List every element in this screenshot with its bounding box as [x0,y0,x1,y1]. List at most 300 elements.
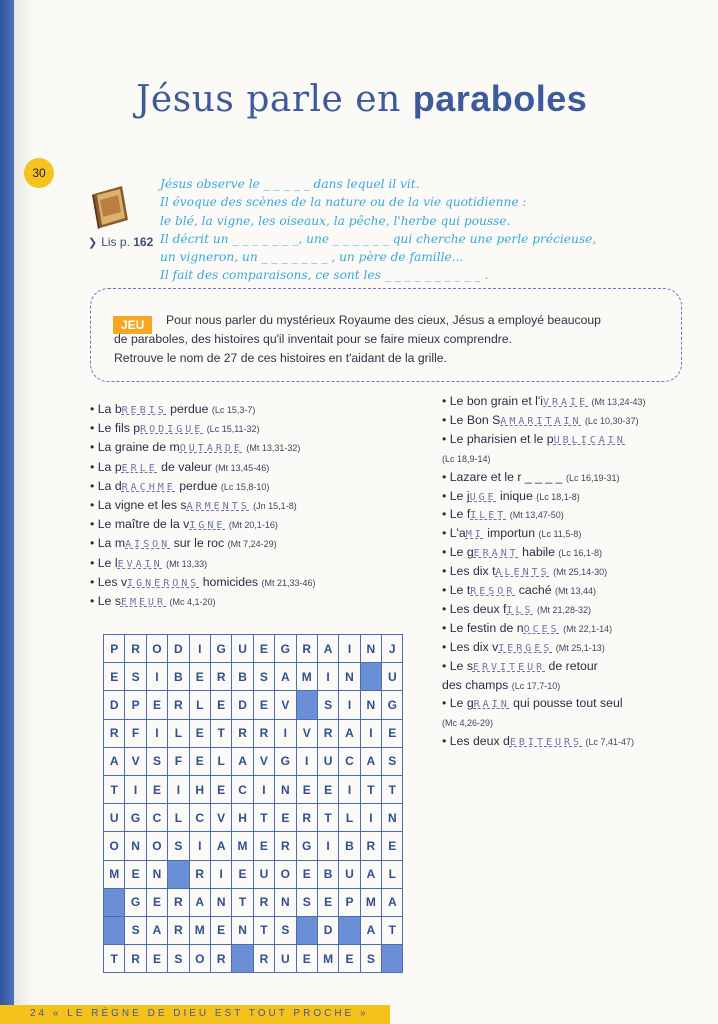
grid-cell[interactable]: D [168,635,189,663]
item-ans[interactable]: ALENTS [495,567,550,579]
grid-cell-filled[interactable] [339,916,360,944]
grid-cell[interactable]: P [125,691,146,719]
jeu-line: Pour nous parler du mystérieux Royaume des cieux, Jésus a employé beaucoup [166,313,601,327]
grid-cell[interactable]: S [253,663,274,691]
grid-cell[interactable]: G [275,747,296,775]
grid-cell[interactable]: T [253,804,274,832]
grid-cell[interactable]: N [232,916,253,944]
grid-cell[interactable]: S [296,888,317,916]
grid-cell[interactable]: M [189,916,210,944]
item-ans[interactable]: RAIN [473,699,510,711]
grid-cell[interactable]: O [275,860,296,888]
grid-cell[interactable]: A [360,747,381,775]
grid-cell[interactable]: A [104,747,125,775]
parable-item [90,556,207,570]
parable-item [442,640,605,654]
item-ans[interactable]: ARMENTS [186,501,250,512]
grid-cell[interactable]: C [232,775,253,803]
grid-cell[interactable]: R [296,804,317,832]
grid-cell-filled[interactable] [382,945,403,973]
grid-cell[interactable]: R [253,719,274,747]
item-pre: • L'a [442,526,466,541]
item-ans[interactable]: UGE [469,491,497,503]
parable-item [442,526,581,540]
item-post: caché [515,583,555,597]
grid-cell[interactable]: G [275,635,296,663]
grid-cell[interactable]: N [210,888,231,916]
item-pre: • La d [90,478,122,493]
grid-cell[interactable]: E [296,860,317,888]
item-pre: • Les deux f [442,601,507,616]
grid-row [104,945,403,973]
grid-cell[interactable]: I [317,663,338,691]
grid-cell[interactable]: E [146,945,167,973]
item-pre: • Les dix t [442,564,496,579]
book-spine [0,0,14,1024]
item-ans[interactable]: ERLE [121,462,158,474]
grid-cell[interactable]: S [168,832,189,860]
grid-cell[interactable]: U [339,860,360,888]
item-ans[interactable]: EBITEURS [509,737,583,749]
grid-cell[interactable]: O [189,945,210,973]
grid-cell[interactable]: B [232,663,253,691]
item-post: perdue [166,402,212,416]
grid-cell[interactable]: G [125,804,146,832]
grid-cell[interactable]: F [125,719,146,747]
parable-item [442,564,607,578]
item-ans[interactable]: ERANT [473,548,519,560]
grid-cell-filled[interactable] [168,860,189,888]
grid-cell[interactable]: R [360,832,381,860]
parable-item [442,602,591,616]
grid-cell[interactable]: U [253,860,274,888]
item-ref: (Mc 4,1-20) [169,597,216,607]
item-post: habile [518,545,559,560]
grid-cell[interactable]: R [168,916,189,944]
grid-cell[interactable]: E [275,804,296,832]
item-post: qui pousse tout seul [509,696,623,711]
item-pre: • Le g [442,696,474,711]
grid-cell[interactable]: V [125,747,146,775]
grid-cell[interactable]: I [253,775,274,803]
grid-cell-filled[interactable] [360,663,381,691]
grid-cell[interactable]: E [125,860,146,888]
grid-cell[interactable]: J [382,635,403,663]
grid-cell[interactable]: H [232,804,253,832]
grid-cell[interactable]: M [360,888,381,916]
grid-cell[interactable]: I [360,719,381,747]
parable-item [90,575,316,589]
item-ref: (Lc 7,41-47) [585,737,635,748]
item-ans[interactable]: AMARITAIN [500,415,582,427]
item-ref: (Lc 15,11-32) [206,424,260,435]
grid-cell[interactable]: M [232,832,253,860]
parable-item [442,470,619,484]
grid-cell[interactable]: H [189,775,210,803]
item-ans[interactable]: RACHME [121,481,176,493]
grid-cell[interactable]: R [232,719,253,747]
item-ref: (Lc 11,5-8) [538,529,582,540]
grid-cell[interactable]: E [146,691,167,719]
grid-cell[interactable]: R [125,945,146,973]
grid-cell[interactable]: I [189,832,210,860]
grid-cell[interactable]: C [146,804,167,832]
grid-cell[interactable]: I [168,775,189,803]
item-pre: • Les dix v [442,639,499,654]
item-pre: • Les v [90,574,128,589]
grid-cell[interactable]: G [296,832,317,860]
grid-cell[interactable]: M [296,663,317,691]
item-ref: (Mt 13,45-46) [215,462,270,473]
grid-cell[interactable]: V [275,691,296,719]
item-ref: (Mt 7,24-29) [227,539,277,550]
grid-cell[interactable]: T [104,945,125,973]
grid-cell[interactable]: D [317,916,338,944]
item-pre: • Le pharisien et le p [442,431,554,446]
grid-cell[interactable]: L [382,860,403,888]
grid-cell[interactable]: N [360,691,381,719]
grid-cell[interactable]: U [104,804,125,832]
grid-cell[interactable]: C [189,804,210,832]
intro-line: Il évoque des scènes de la nature ou de la vie quotidienne : [160,195,527,210]
title-prefix: Jésus parle en [136,79,401,120]
grid-cell[interactable]: P [339,888,360,916]
grid-row [104,635,403,663]
grid-cell[interactable]: V [253,747,274,775]
item-ref: (Lc 17,7-10) [511,680,561,691]
grid-cell[interactable]: M [104,860,125,888]
parable-item [442,621,612,635]
item-ans[interactable]: EMEUR [120,597,167,608]
grid-cell[interactable]: B [168,663,189,691]
grid-cell[interactable]: N [275,775,296,803]
parable-item [90,498,297,512]
item-ref: (Lc 16,19-31) [565,472,620,483]
item-ref: (Lc 15,8-10) [220,481,270,492]
parable-item [90,594,216,608]
grid-cell[interactable]: T [360,775,381,803]
item-ref: (Mt 13,31-32) [246,443,301,454]
grid-cell-filled[interactable] [104,888,125,916]
grid-cell[interactable]: T [382,775,403,803]
grid-cell[interactable]: R [296,635,317,663]
grid-cell[interactable]: R [168,888,189,916]
grid-cell[interactable]: I [146,719,167,747]
grid-cell[interactable]: L [168,719,189,747]
word-search-grid [103,634,403,973]
grid-cell[interactable]: S [125,663,146,691]
item-pre: • Le festin de n [442,620,524,635]
item-pre: • Le j [442,488,470,503]
grid-cell[interactable]: U [382,663,403,691]
grid-cell[interactable]: E [232,860,253,888]
item-ans[interactable]: EVAIN [117,558,163,570]
item-post: homicides [199,574,262,589]
grid-cell[interactable]: G [382,691,403,719]
grid-cell[interactable]: O [146,635,167,663]
page-title [136,78,587,120]
grid-cell[interactable]: I [210,860,231,888]
grid-cell[interactable]: E [210,916,231,944]
grid-cell[interactable]: L [189,691,210,719]
grid-cell-filled[interactable] [296,916,317,944]
bible-book-icon [88,182,132,232]
grid-cell[interactable]: S [168,945,189,973]
item-ans[interactable]: RESOR [470,586,516,597]
grid-cell[interactable]: C [339,747,360,775]
intro-line: Jésus observe le _ _ _ _ _ dans lequel il vit. [160,177,420,191]
item-pre: • Les deux d [442,734,510,749]
grid-cell[interactable]: R [275,832,296,860]
grid-cell[interactable]: E [189,663,210,691]
grid-cell[interactable]: E [253,832,274,860]
item-ans[interactable]: IGNERONS [127,577,200,589]
item-ans[interactable]: ILS [506,604,534,616]
parable-item [442,432,626,446]
grid-cell[interactable]: T [232,888,253,916]
intro-text [160,175,680,285]
grid-cell[interactable]: E [339,945,360,973]
grid-cell-filled[interactable] [104,916,125,944]
grid-cell[interactable]: R [125,635,146,663]
grid-cell[interactable]: E [382,832,403,860]
grid-cell[interactable]: I [189,635,210,663]
grid-cell[interactable]: N [275,888,296,916]
item-post: inique [496,488,537,503]
item-ans[interactable]: UBLICAIN [553,434,626,446]
parable-item [90,479,269,493]
jeu-line: Retrouve le nom de 27 de ces histoires en t'aidant de la grille. [114,351,447,365]
grid-cell[interactable]: V [210,804,231,832]
grid-cell[interactable]: S [125,916,146,944]
grid-cell[interactable]: F [168,747,189,775]
parable-item [90,402,255,416]
grid-cell[interactable]: A [146,916,167,944]
title-highlight: paraboles [412,78,588,119]
footer-band [0,1005,390,1024]
grid-cell[interactable]: A [360,916,381,944]
item-pre: • La p [90,459,122,474]
grid-cell[interactable]: R [253,945,274,973]
grid-cell[interactable]: L [210,747,231,775]
grid-cell[interactable]: E [296,775,317,803]
grid-row [104,691,403,719]
item-ref: (Mc 4,26-29) [442,718,494,729]
grid-cell[interactable]: A [382,888,403,916]
grid-cell[interactable]: B [317,860,338,888]
grid-cell[interactable]: V [296,719,317,747]
grid-cell[interactable]: N [360,635,381,663]
item-pre: • Le s [90,594,121,608]
grid-cell[interactable]: E [189,747,210,775]
grid-cell-filled[interactable] [232,945,253,973]
grid-cell[interactable]: A [317,635,338,663]
grid-cell[interactable]: L [339,804,360,832]
grid-cell[interactable]: N [382,804,403,832]
grid-cell[interactable]: G [210,635,231,663]
item-ans[interactable]: OCES [523,623,560,635]
grid-cell[interactable]: A [189,888,210,916]
grid-cell[interactable]: E [146,775,167,803]
grid-cell[interactable]: P [104,635,125,663]
parable-item [90,440,300,454]
grid-row [104,804,403,832]
item-ans[interactable]: ILET [470,510,507,522]
page-number-badge: 30 [24,158,54,188]
grid-cell[interactable]: A [339,719,360,747]
lis-text: Lis p. [101,235,130,249]
item-pre: • La b [90,402,122,416]
grid-cell[interactable]: R [317,719,338,747]
grid-cell[interactable]: U [275,945,296,973]
grid-row [104,832,403,860]
grid-cell[interactable]: S [382,747,403,775]
footer-text: 24 « LE RÈGNE DE DIEU EST TOUT PROCHE » [30,1008,369,1019]
grid-cell[interactable]: I [339,691,360,719]
parable-item [442,489,580,503]
item-pre: des champs [442,677,512,692]
grid-cell[interactable]: I [146,663,167,691]
parable-item [442,734,634,748]
item-ref: (Lc 15,3-7) [211,405,256,415]
grid-cell[interactable]: I [317,832,338,860]
grid-cell[interactable]: T [253,916,274,944]
grid-cell[interactable]: E [189,719,210,747]
item-pre: • Le s [442,658,473,673]
parable-item [90,421,260,435]
grid-cell[interactable]: R [210,945,231,973]
grid-cell[interactable]: A [232,747,253,775]
parable-item [90,460,269,474]
grid-cell-filled[interactable] [296,691,317,719]
item-ans[interactable]: RODIGUE [140,424,204,436]
grid-cell[interactable]: O [104,832,125,860]
grid-cell[interactable]: D [232,691,253,719]
item-ans[interactable]: REBIS [121,405,167,416]
grid-cell[interactable]: E [317,888,338,916]
grid-cell[interactable]: D [104,691,125,719]
grid-cell[interactable]: I [296,747,317,775]
item-ref: (Jn 15,1-8) [253,501,297,511]
item-pre: • Le maître de la v [90,517,190,532]
item-post: perdue [175,478,221,493]
grid-cell[interactable]: E [210,691,231,719]
grid-cell[interactable]: I [275,719,296,747]
reference-link[interactable] [88,235,153,249]
grid-cell[interactable]: U [317,747,338,775]
intro-line: Il fait des comparaisons, ce sont les _ _ _ _ _ _ _ _ _ _ . [160,268,489,283]
item-ref: (Mt 13,47-50) [509,510,564,521]
grid-cell[interactable]: E [296,945,317,973]
item-ans[interactable]: IERGES [498,642,553,654]
item-ans[interactable]: VRAIE [543,397,589,408]
grid-cell[interactable]: I [339,775,360,803]
item-ans[interactable]: ERVITEUR [472,661,546,673]
intro-line: Il décrit un _ _ _ _ _ _ _, une _ _ _ _ _ _ qui cherche une perle précieuse, [160,231,597,246]
grid-cell[interactable]: B [339,832,360,860]
grid-row [104,747,403,775]
grid-cell[interactable]: E [317,775,338,803]
grid-cell[interactable]: T [317,804,338,832]
item-ref: (Mt 21,33-46) [261,577,316,588]
grid-cell[interactable]: T [210,719,231,747]
grid-cell[interactable]: R [253,888,274,916]
item-ref: (Mt 13,44) [555,586,597,596]
grid-cell[interactable]: S [146,747,167,775]
grid-cell[interactable]: S [317,691,338,719]
item-pre: • Le fils p [90,421,141,436]
grid-cell[interactable]: O [146,832,167,860]
grid-cell[interactable]: L [168,804,189,832]
parable-item [90,517,278,531]
grid-cell[interactable]: R [210,663,231,691]
item-ref: (Mt 22,1-14) [563,623,613,634]
grid-cell[interactable]: T [104,775,125,803]
intro-line: un vigneron, un _ _ _ _ _ _ _ , un père de famille... [160,250,464,265]
item-pre: • Lazare et le r [442,469,522,484]
grid-cell[interactable]: E [210,775,231,803]
jeu-label: JEU [113,316,152,334]
grid-cell[interactable]: E [253,691,274,719]
item-ref: (Lc 10,30-37) [584,415,639,426]
grid-cell[interactable]: R [168,691,189,719]
grid-cell[interactable]: A [210,832,231,860]
item-ans[interactable]: AISON [125,539,171,551]
grid-cell[interactable]: E [253,635,274,663]
grid-row [104,916,403,944]
grid-cell[interactable]: M [317,945,338,973]
parable-item [442,659,598,673]
item-pre: • Le Bon S [442,412,501,427]
grid-cell[interactable]: S [275,916,296,944]
grid-cell[interactable]: E [146,888,167,916]
item-pre: • La vigne et les s [90,498,187,512]
grid-cell[interactable]: E [382,719,403,747]
grid-cell[interactable]: N [146,860,167,888]
parable-item [442,715,493,729]
grid-cell[interactable]: U [232,635,253,663]
grid-cell[interactable]: I [360,804,381,832]
grid-cell[interactable]: T [382,916,403,944]
item-pre: • Le f [442,507,471,522]
item-pre: • Le l [90,555,118,570]
parable-item [442,394,646,408]
grid-cell[interactable]: N [339,663,360,691]
grid-cell[interactable]: S [360,945,381,973]
grid-row [104,888,403,916]
grid-cell[interactable]: A [360,860,381,888]
grid-cell[interactable]: R [104,719,125,747]
grid-cell[interactable]: E [104,663,125,691]
grid-row [104,663,403,691]
item-ans[interactable]: MI [465,529,484,541]
grid-cell[interactable]: I [125,775,146,803]
grid-cell[interactable]: R [189,860,210,888]
item-post: sur le roc [170,536,228,551]
item-pre: • La m [90,536,126,551]
item-ans[interactable]: OUTARDE [179,443,243,455]
parable-item [442,545,602,559]
parable-item [442,678,560,692]
grid-cell[interactable]: I [339,635,360,663]
item-ref: (Mt 13,33) [166,558,208,569]
parable-item [442,451,491,465]
grid-cell[interactable]: G [125,888,146,916]
grid-cell[interactable]: N [125,832,146,860]
grid-cell[interactable]: A [275,663,296,691]
item-ans[interactable]: IGNE [189,520,226,532]
item-ref: (Mt 21,28-32) [536,604,591,615]
